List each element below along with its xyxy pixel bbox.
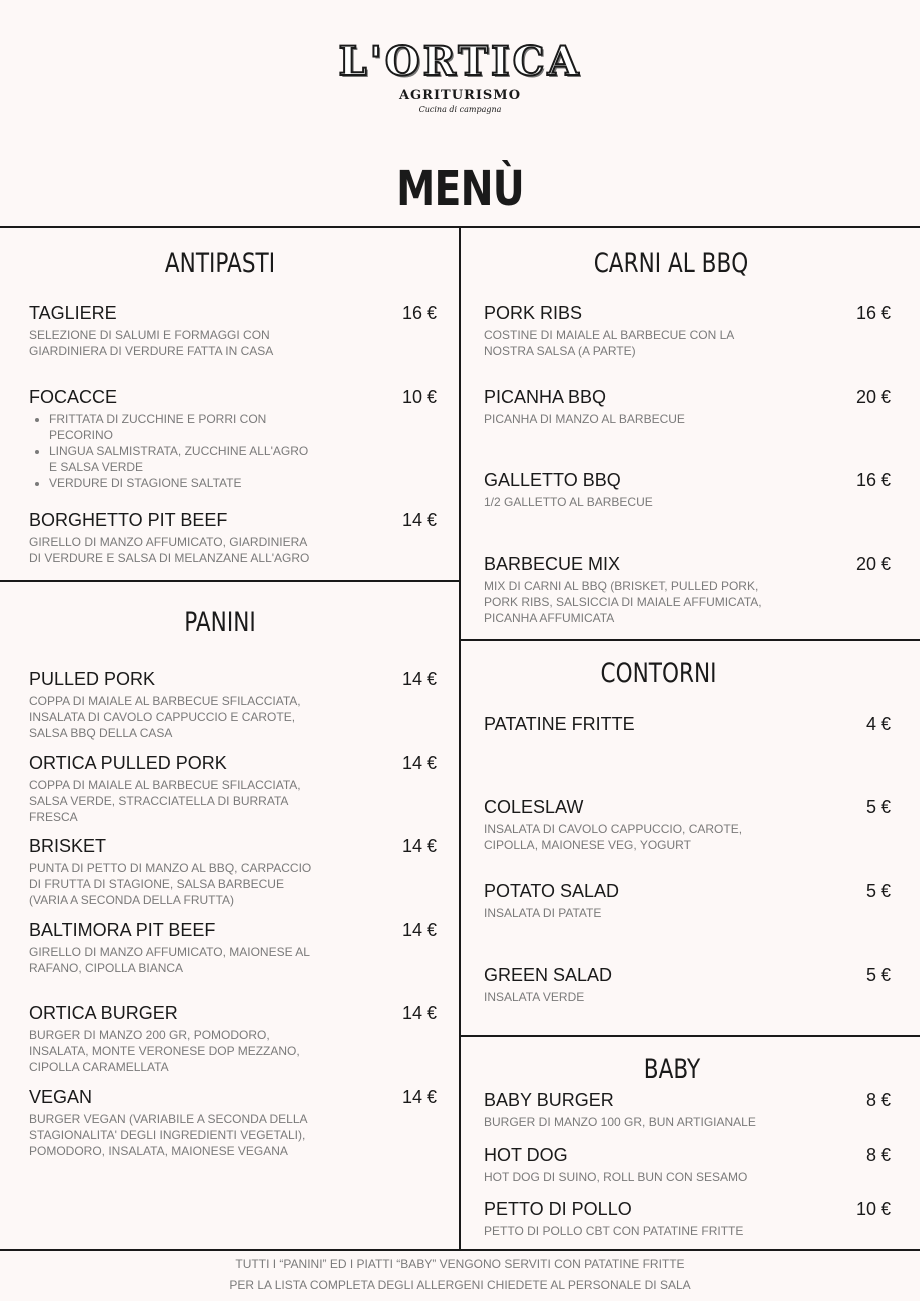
item-name: BARBECUE MIX bbox=[484, 554, 621, 574]
item-description: MIX DI CARNI AL BBQ (BRISKET, PULLED PORK, PORK RIBS, SALSICCIA DI MAIALE AFFUMICATA, PICANHA AFFUMICATA bbox=[484, 579, 762, 625]
menu-item-tagliere bbox=[29, 302, 437, 359]
menu-item-petto-di-pollo bbox=[484, 1198, 891, 1239]
logo-wordmark: L'ORTICA bbox=[338, 38, 582, 85]
item-description: COSTINE DI MAIALE AL BARBECUE CON LA NOSTRA SALSA (A PARTE) bbox=[484, 328, 735, 358]
item-name: COLESLAW bbox=[484, 797, 584, 817]
item-price: 10 € bbox=[401, 387, 437, 407]
menu-item-coleslaw bbox=[484, 796, 891, 853]
item-description: BURGER DI MANZO 200 GR, POMODORO, INSALATA, MONTE VERONESE DOP MEZZANO, CIPOLLA CARAMELLATA bbox=[29, 1028, 300, 1074]
item-price: 20 € bbox=[855, 554, 891, 574]
item-name: BORGHETTO PIT BEEF bbox=[29, 510, 228, 530]
item-description: GIRELLO DI MANZO AFFUMICATO, GIARDINIERA DI VERDURE E SALSA DI MELANZANE ALL'AGRO bbox=[29, 535, 310, 565]
logo-subtitle: AGRITURISMO bbox=[398, 88, 522, 103]
item-price: 16 € bbox=[855, 470, 891, 490]
menu-item-green-salad bbox=[484, 964, 891, 1005]
menu-item-brisket bbox=[29, 835, 437, 908]
item-price: 16 € bbox=[401, 303, 437, 323]
divider-center bbox=[459, 226, 461, 1250]
menu-item-pork-ribs bbox=[484, 302, 891, 359]
item-description: COPPA DI MAIALE AL BARBECUE SFILACCIATA, INSALATA DI CAVOLO CAPPUCCIO E CAROTE, SALSA BBQ DELLA CASA bbox=[29, 694, 301, 740]
item-name: PICANHA BBQ bbox=[484, 387, 607, 407]
item-name: PULLED PORK bbox=[29, 669, 156, 689]
item-description: BURGER DI MANZO 100 GR, BUN ARTIGIANALE bbox=[484, 1115, 756, 1129]
item-price: 5 € bbox=[865, 965, 891, 985]
item-description: INSALATA DI PATATE bbox=[484, 906, 602, 920]
section-title-carni-al-bbq: CARNI AL BBQ bbox=[593, 248, 749, 279]
item-description: PETTO DI POLLO CBT CON PATATINE FRITTE bbox=[484, 1224, 744, 1238]
item-name: TAGLIERE bbox=[29, 303, 117, 323]
divider-bottom bbox=[0, 1249, 920, 1251]
section-title-baby: BABY bbox=[643, 1054, 701, 1085]
footer-note-allergens: PER LA LISTA COMPLETA DEGLI ALLERGENI CHIEDETE AL PERSONALE DI SALA bbox=[229, 1278, 691, 1292]
item-name: VEGAN bbox=[29, 1087, 93, 1107]
item-description: BURGER VEGAN (VARIABILE A SECONDA DELLA STAGIONALITA' DEGLI INGREDIENTI VEGETALI), POMODORO, INSALATA, MAIONESE VEGANA bbox=[29, 1112, 308, 1158]
item-price: 14 € bbox=[401, 510, 437, 530]
item-options-list bbox=[29, 411, 437, 491]
item-price: 5 € bbox=[865, 881, 891, 901]
item-price: 20 € bbox=[855, 387, 891, 407]
item-name: BABY BURGER bbox=[484, 1090, 614, 1110]
divider-right-contorni bbox=[460, 1035, 920, 1037]
item-name: FOCACCE bbox=[29, 387, 118, 407]
item-name: BALTIMORA PIT BEEF bbox=[29, 920, 216, 940]
item-name: GALLETTO BBQ bbox=[484, 470, 621, 490]
menu-item-pulled-pork bbox=[29, 668, 437, 741]
section-title-panini: PANINI bbox=[184, 607, 256, 638]
menu-item-vegan bbox=[29, 1086, 437, 1159]
list-item: • VERDURE DI STAGIONE SALTATE bbox=[49, 475, 437, 491]
item-price: 14 € bbox=[401, 920, 437, 940]
item-price: 14 € bbox=[401, 753, 437, 773]
item-price: 4 € bbox=[865, 714, 891, 734]
item-name: GREEN SALAD bbox=[484, 965, 613, 985]
item-price: 5 € bbox=[865, 797, 891, 817]
list-item: • FRITTATA DI ZUCCHINE E PORRI CON PECORINO bbox=[49, 411, 437, 443]
logo-tagline: Cucina di campagna bbox=[418, 105, 502, 114]
item-name: ORTICA BURGER bbox=[29, 1003, 178, 1023]
menu-item-baby-burger bbox=[484, 1089, 891, 1130]
item-price: 14 € bbox=[401, 669, 437, 689]
restaurant-logo bbox=[0, 40, 920, 114]
item-price: 8 € bbox=[865, 1145, 891, 1165]
item-description: INSALATA DI CAVOLO CAPPUCCIO, CAROTE, CIPOLLA, MAIONESE VEG, YOGURT bbox=[484, 822, 743, 852]
item-price: 16 € bbox=[855, 303, 891, 323]
item-description: COPPA DI MAIALE AL BARBECUE SFILACCIATA, SALSA VERDE, STRACCIATELLA DI BURRATA FRESCA bbox=[29, 778, 301, 824]
item-name: ORTICA PULLED PORK bbox=[29, 753, 227, 773]
menu-item-ortica-pulled-pork bbox=[29, 752, 437, 825]
item-price: 14 € bbox=[401, 836, 437, 856]
item-description: SELEZIONE DI SALUMI E FORMAGGI CON GIARDINIERA DI VERDURE FATTA IN CASA bbox=[29, 328, 274, 358]
item-description: GIRELLO DI MANZO AFFUMICATO, MAIONESE AL RAFANO, CIPOLLA BIANCA bbox=[29, 945, 310, 975]
item-price: 14 € bbox=[401, 1003, 437, 1023]
item-name: PORK RIBS bbox=[484, 303, 583, 323]
divider-right-carni bbox=[460, 639, 920, 641]
item-name: BRISKET bbox=[29, 836, 107, 856]
item-price: 8 € bbox=[865, 1090, 891, 1110]
item-name: POTATO SALAD bbox=[484, 881, 620, 901]
item-name: PETTO DI POLLO bbox=[484, 1199, 632, 1219]
menu-item-picanha-bbq bbox=[484, 386, 891, 427]
item-description: INSALATA VERDE bbox=[484, 990, 585, 1004]
menu-item-baltimora-pit-beef bbox=[29, 919, 437, 976]
menu-item-ortica-burger bbox=[29, 1002, 437, 1075]
menu-item-patatine-fritte bbox=[484, 713, 891, 738]
divider-left-antipasti bbox=[0, 580, 460, 582]
section-title-antipasti: ANTIPASTI bbox=[164, 248, 276, 279]
item-name: HOT DOG bbox=[484, 1145, 568, 1165]
menu-item-potato-salad bbox=[484, 880, 891, 921]
item-price: 10 € bbox=[855, 1199, 891, 1219]
footer-note-fries: TUTTI I “PANINI” ED I PIATTI “BABY” VENGONO SERVITI CON PATATINE FRITTE bbox=[235, 1257, 685, 1271]
menu-item-focacce bbox=[29, 386, 437, 491]
item-description: 1/2 GALLETTO AL BARBECUE bbox=[484, 495, 653, 509]
item-description: PICANHA DI MANZO AL BARBECUE bbox=[484, 412, 685, 426]
item-price: 14 € bbox=[401, 1087, 437, 1107]
page-title: MENÙ bbox=[396, 161, 524, 217]
menu-item-barbecue-mix bbox=[484, 553, 891, 626]
list-item: • LINGUA SALMISTRATA, ZUCCHINE ALL'AGRO E SALSA VERDE bbox=[49, 443, 437, 475]
item-name: PATATINE FRITTE bbox=[484, 714, 635, 734]
menu-item-borghetto-pit-beef bbox=[29, 509, 437, 566]
menu-item-galletto-bbq bbox=[484, 469, 891, 510]
menu-item-hot-dog bbox=[484, 1144, 891, 1185]
section-title-contorni: CONTORNI bbox=[600, 658, 717, 689]
item-description: HOT DOG DI SUINO, ROLL BUN CON SESAMO bbox=[484, 1170, 748, 1184]
item-description: PUNTA DI PETTO DI MANZO AL BBQ, CARPACCIO DI FRUTTA DI STAGIONE, SALSA BARBECUE (VARIA A SECONDA DELLA FRUTTA) bbox=[29, 861, 312, 907]
